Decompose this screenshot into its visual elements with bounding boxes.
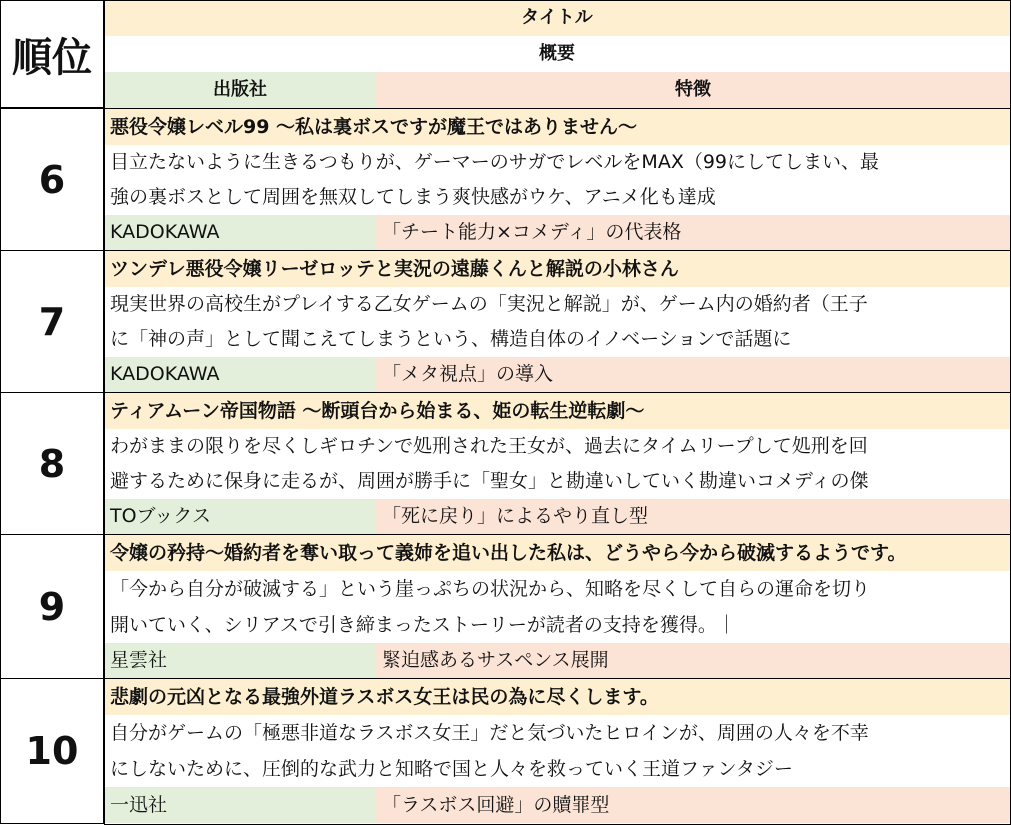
feature-cell: 「チート能力×コメディ」の代表格 [376, 215, 1010, 250]
summary-line: 現実世界の高校生がプレイする乙女ゲームの「実況と解説」が、ゲーム内の婚約者（王子 [104, 287, 1010, 322]
summary-line: わがままの限りを尽くしギロチンで処刑された王女が、過去にタイムリープして処刑を回 [104, 429, 1010, 464]
publisher-cell: 星雲社 [104, 643, 376, 678]
summary-header: 概要 [104, 36, 1010, 72]
rank-cell: 6 [0, 108, 104, 251]
title-header: タイトル [104, 0, 1010, 36]
feature-cell: 「メタ視点」の導入 [376, 357, 1010, 392]
summary-line: にしないために、圧倒的な武力と知略で国と人々を救っていく王道ファンタジー [104, 751, 1010, 787]
rank-cell: 10 [0, 678, 104, 824]
rank-cell: 8 [0, 392, 104, 535]
feature-cell: 緊迫感あるサスペンス展開 [376, 643, 1010, 678]
summary-line: に「神の声」として聞こえてしまうという、構造自体のイノベーションで話題に [104, 322, 1010, 357]
feature-cell: 「ラスボス回避」の贖罪型 [376, 787, 1010, 823]
publisher-header: 出版社 [104, 72, 376, 108]
publisher-cell: KADOKAWA [104, 215, 376, 250]
title-cell: ツンデレ悪役令嬢リーゼロッテと実況の遠藤くんと解説の小林さん [104, 251, 1010, 287]
publisher-cell: KADOKAWA [104, 357, 376, 392]
rank-header: 順位 [0, 0, 104, 108]
feature-cell: 「死に戻り」によるやり直し型 [376, 499, 1010, 534]
title-cell: 令嬢の矜持～婚約者を奪い取って義姉を追い出した私は、どうやら今から破滅するようです。 [104, 535, 1010, 571]
title-cell: 悪役令嬢レベル99 ～私は裏ボスですが魔王ではありません～ [104, 109, 1010, 145]
summary-line: 避するために保身に走るが、周囲が勝手に「聖女」と勘違いしていく勘違いコメディの傑 [104, 464, 1010, 499]
rank-cell: 7 [0, 250, 104, 393]
summary-line: 開いていく、シリアスで引き締まったストーリーが読者の支持を獲得。｜ [104, 607, 1010, 643]
publisher-cell: TOブックス [104, 499, 376, 534]
summary-line: 自分がゲームの「極悪非道なラスボス女王」だと気づいたヒロインが、周囲の人々を不幸 [104, 715, 1010, 751]
publisher-cell: 一迅社 [104, 787, 376, 823]
summary-line: 目立たないように生きるつもりが、ゲーマーのサガでレベルをMAX（99にしてしまい、最 [104, 145, 1010, 180]
feature-header: 特徴 [376, 72, 1010, 108]
rank-cell: 9 [0, 534, 104, 679]
title-cell: ティアムーン帝国物語 ～断頭台から始まる、姫の転生逆転劇～ [104, 393, 1010, 429]
title-cell: 悲劇の元凶となる最強外道ラスボス女王は民の為に尽くします。 [104, 679, 1010, 715]
summary-line: 「今から自分が破滅する」という崖っぷちの状況から、知略を尽くして自らの運命を切り [104, 571, 1010, 607]
summary-line: 強の裏ボスとして周囲を無双してしまう爽快感がウケ、アニメ化も達成 [104, 180, 1010, 215]
